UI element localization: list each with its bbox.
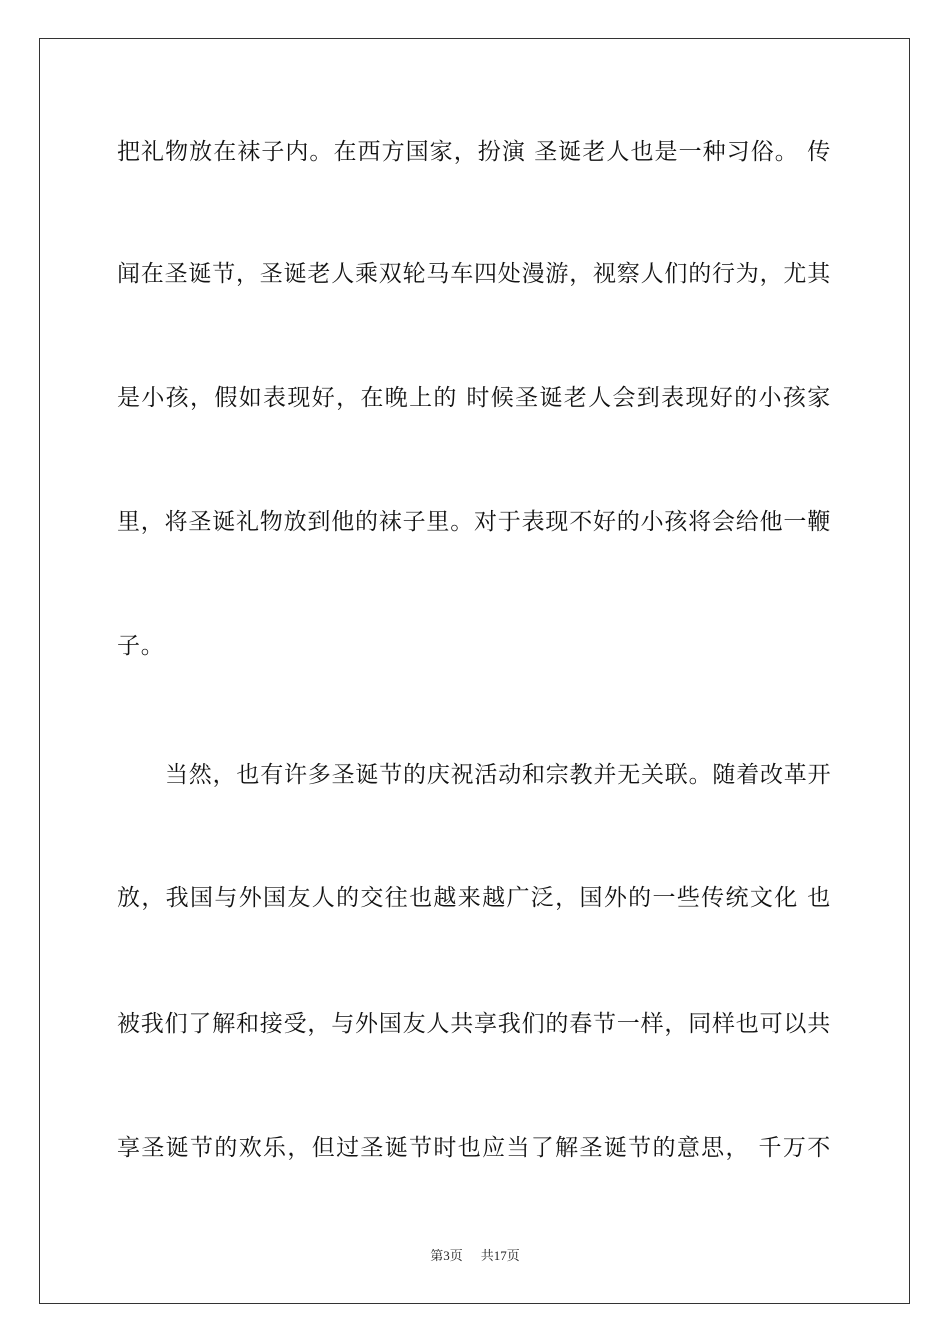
page-border — [39, 38, 910, 1304]
text-line: 把礼物放在袜子内。在西方国家，扮演 圣诞老人也是一种习俗。 传 — [117, 139, 831, 165]
page-number: 第3页 — [430, 1248, 463, 1263]
text-line: 子。 — [117, 633, 165, 659]
text-line: 放，我国与外国友人的交往也越来越广泛，国外的一些传统文化 也 — [117, 885, 831, 911]
text-line: 当然，也有许多圣诞节的庆祝活动和宗教并无关联。随着改革开 — [165, 762, 832, 788]
text-line: 是小孩，假如表现好，在晚上的 时候圣诞老人会到表现好的小孩家 — [117, 385, 831, 411]
page-total: 共17页 — [480, 1248, 520, 1263]
text-line: 被我们了解和接受，与外国友人共享我们的春节一样，同样也可以共 — [117, 1011, 831, 1037]
text-line: 享圣诞节的欢乐，但过圣诞节时也应当了解圣诞节的意思， 千万不 — [117, 1135, 831, 1161]
page-footer — [0, 1247, 950, 1265]
text-line: 闻在圣诞节，圣诞老人乘双轮马车四处漫游，视察人们的行为，尤其 — [117, 261, 831, 287]
text-line: 里，将圣诞礼物放到他的袜子里。对于表现不好的小孩将会给他一鞭 — [117, 509, 831, 535]
